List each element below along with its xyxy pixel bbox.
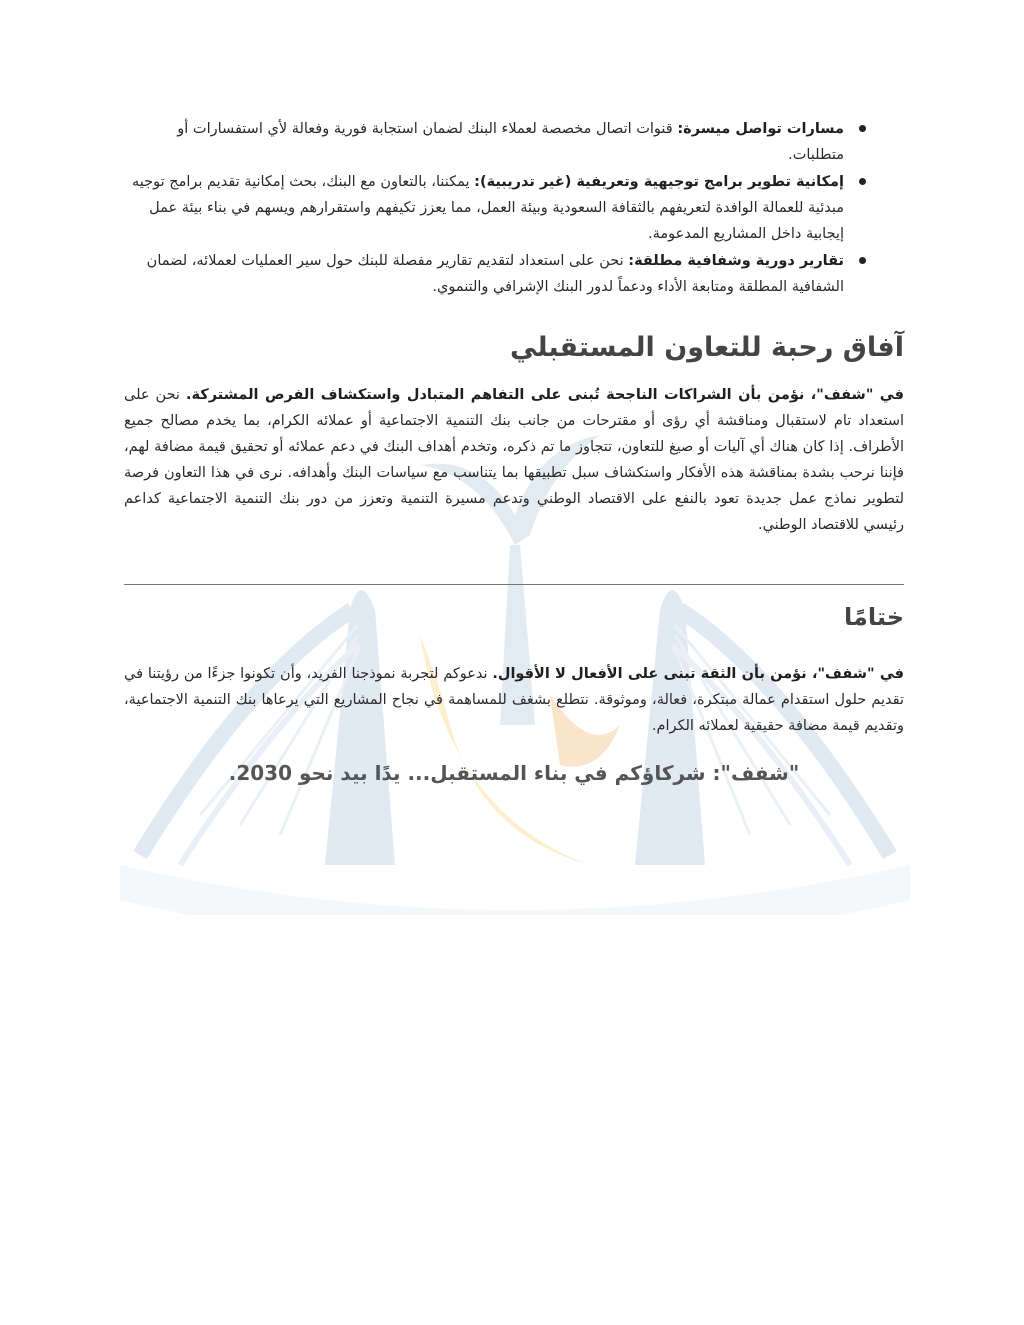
closing-slogan: "شفف": شركاؤكم في بناء المستقبل... يدًا بيد نحو 2030. — [228, 761, 800, 785]
closing-heading: ختامًا — [844, 603, 904, 631]
list-item-title: مسارات تواصل ميسرة: — [677, 121, 844, 137]
list-item-text: قنوات اتصال مخصصة لعملاء البنك لضمان استجابة فورية وفعالة لأي استفسارات أو متطلبات. — [177, 121, 844, 163]
list-item-text: يمكننا، بالتعاون مع البنك، بحث إمكانية تقديم برامج توجيه مبدئية للعمالة الوافدة لتعريفهم بالثقافة السعودية وبيئة العمل، مما يعزز تكيفهم واستقرارهم ويسهم في بناء بيئة عمل إيجابية داخل المشاريع المدعومة. — [131, 174, 844, 242]
list-item-title: إمكانية تطوير برامج توجيهية وتعريفية (غير تدريبية): — [474, 174, 844, 190]
future-body-text: نحن على استعداد تام لاستقبال ومناقشة أي رؤى أو مقترحات من جانب بنك التنمية الاجتماعية أو عملائه الكرام، بما يخدم مصالح جميع الأطراف. إذا كان هناك أي آليات أو صيغ للتعاون، تتجاوز ما تم ذكره، وتخدم أهداف البنك في دعم عملائه أو تحقيق قيمة مضافة لهم، فإننا نرحب بشدة بمناقشة هذه الأفكار واستكشاف سبل تطبيقها بما يتناسب مع سياسات البنك وأهدافه. نرى في هذا التعاون فرصة لتطوير نماذج عمل جديدة تعود بالنفع على الاقتصاد الوطني وتدعم مسيرة التنمية وتعزز من دور بنك التنمية الاجتماعية كداعم رئيسي للاقتصاد الوطني. — [124, 387, 904, 533]
list-item — [124, 248, 844, 300]
bullet-icon — [859, 257, 866, 264]
bullet-icon — [859, 125, 866, 132]
list-item-text: نحن على استعداد لتقديم تقارير مفصلة للبنك حول سير العمليات لعملائه، لضمان الشفافية المطلقة ومتابعة الأداء ودعماً لدور البنك الإشرافي والتنموي. — [146, 253, 844, 295]
closing-body-text: ندعوكم لتجربة نموذجنا الفريد، وأن تكونوا جزءًا من رؤيتنا في تقديم حلول استقدام عمالة مبتكرة، فعالة، وموثوقة. نتطلع بشغف للمساهمة في نجاح المشاريع التي يرعاها بنك التنمية الاجتماعية، وتقديم قيمة مضافة حقيقية لعملائه الكرام. — [124, 666, 904, 734]
future-cooperation-paragraph — [124, 382, 904, 538]
bullet-icon — [859, 178, 866, 185]
list-item — [124, 169, 844, 247]
page-content — [124, 0, 904, 785]
closing-lead-text: في "شفف"، نؤمن بأن الثقة تبنى على الأفعال لا الأقوال. — [492, 666, 904, 682]
list-item-title: تقارير دورية وشفافية مطلقة: — [628, 253, 844, 269]
list-item — [124, 116, 844, 168]
service-features-list — [124, 116, 904, 300]
future-cooperation-heading: آفاق رحبة للتعاون المستقبلي — [510, 332, 904, 363]
closing-paragraph — [124, 661, 904, 739]
section-divider — [124, 584, 904, 585]
future-lead-text: في "شفف"، نؤمن بأن الشراكات الناجحة تُبنى على التفاهم المتبادل واستكشاف الفرص المشتركة. — [185, 387, 904, 403]
